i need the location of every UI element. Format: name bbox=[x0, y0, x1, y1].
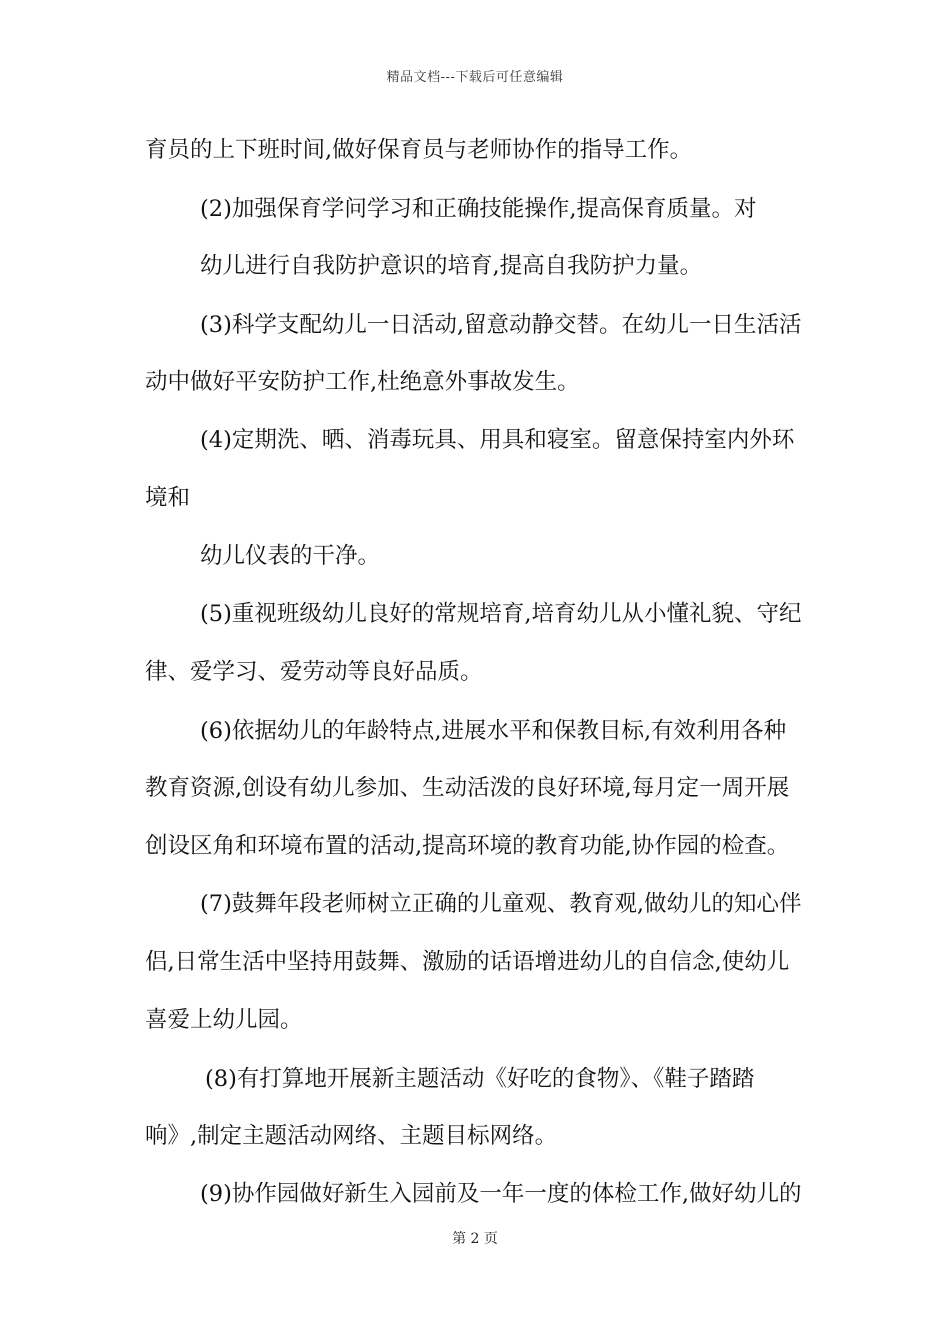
page-header: 精品文档---下载后可任意编辑 bbox=[386, 70, 564, 85]
paragraph-line: 创设区角和环境布置的活动,提高环境的教育功能,协作园的检查。 bbox=[145, 833, 790, 859]
paragraph-line: 喜爱上幼儿园。 bbox=[145, 1007, 303, 1033]
paragraph-line: (8)有打算地开展新主题活动《好吃的食物》、《鞋子踏踏 bbox=[205, 1066, 755, 1092]
paragraph-line: (2)加强保育学问学习和正确技能操作,提高保育质量。对 bbox=[200, 196, 757, 222]
paragraph-line: (5)重视班级幼儿良好的常规培育,培育幼儿从小懂礼貌、守纪 bbox=[200, 601, 802, 627]
paragraph-line: 侣,日常生活中坚持用鼓舞、激励的话语增进幼儿的自信念,使幼儿 bbox=[145, 949, 790, 975]
paragraph-line: 幼儿仪表的干净。 bbox=[200, 543, 381, 569]
paragraph-line: (9)协作园做好新生入园前及一年一度的体检工作,做好幼儿的 bbox=[200, 1181, 802, 1207]
paragraph-line: (3)科学支配幼儿一日活动,留意动静交替。在幼儿一日生活活 bbox=[200, 312, 802, 338]
paragraph-line: 教育资源,创设有幼儿参加、生动活泼的良好环境,每月定一周开展 bbox=[145, 775, 790, 801]
paragraph-line: 育员的上下班时间,做好保育员与老师协作的指导工作。 bbox=[145, 137, 693, 163]
paragraph-line: (4)定期洗、晒、消毒玩具、用具和寝室。留意保持室内外环 bbox=[200, 427, 795, 453]
paragraph-line: 动中做好平安防护工作,杜绝意外事故发生。 bbox=[145, 369, 580, 395]
paragraph-line: 幼儿进行自我防护意识的培育,提高自我防护力量。 bbox=[200, 253, 703, 279]
paragraph-line: 境和 bbox=[145, 485, 191, 511]
paragraph-line: 响》,制定主题活动网络、主题目标网络。 bbox=[145, 1123, 558, 1149]
paragraph-line: 律、爱学习、爱劳动等良好品质。 bbox=[145, 659, 483, 685]
paragraph-line: (7)鼓舞年段老师树立正确的儿童观、教育观,做幼儿的知心伴 bbox=[200, 891, 802, 917]
page-number: 第 2 页 bbox=[452, 1231, 498, 1247]
paragraph-line: (6)依据幼儿的年龄特点,进展水平和保教目标,有效利用各种 bbox=[200, 718, 787, 744]
